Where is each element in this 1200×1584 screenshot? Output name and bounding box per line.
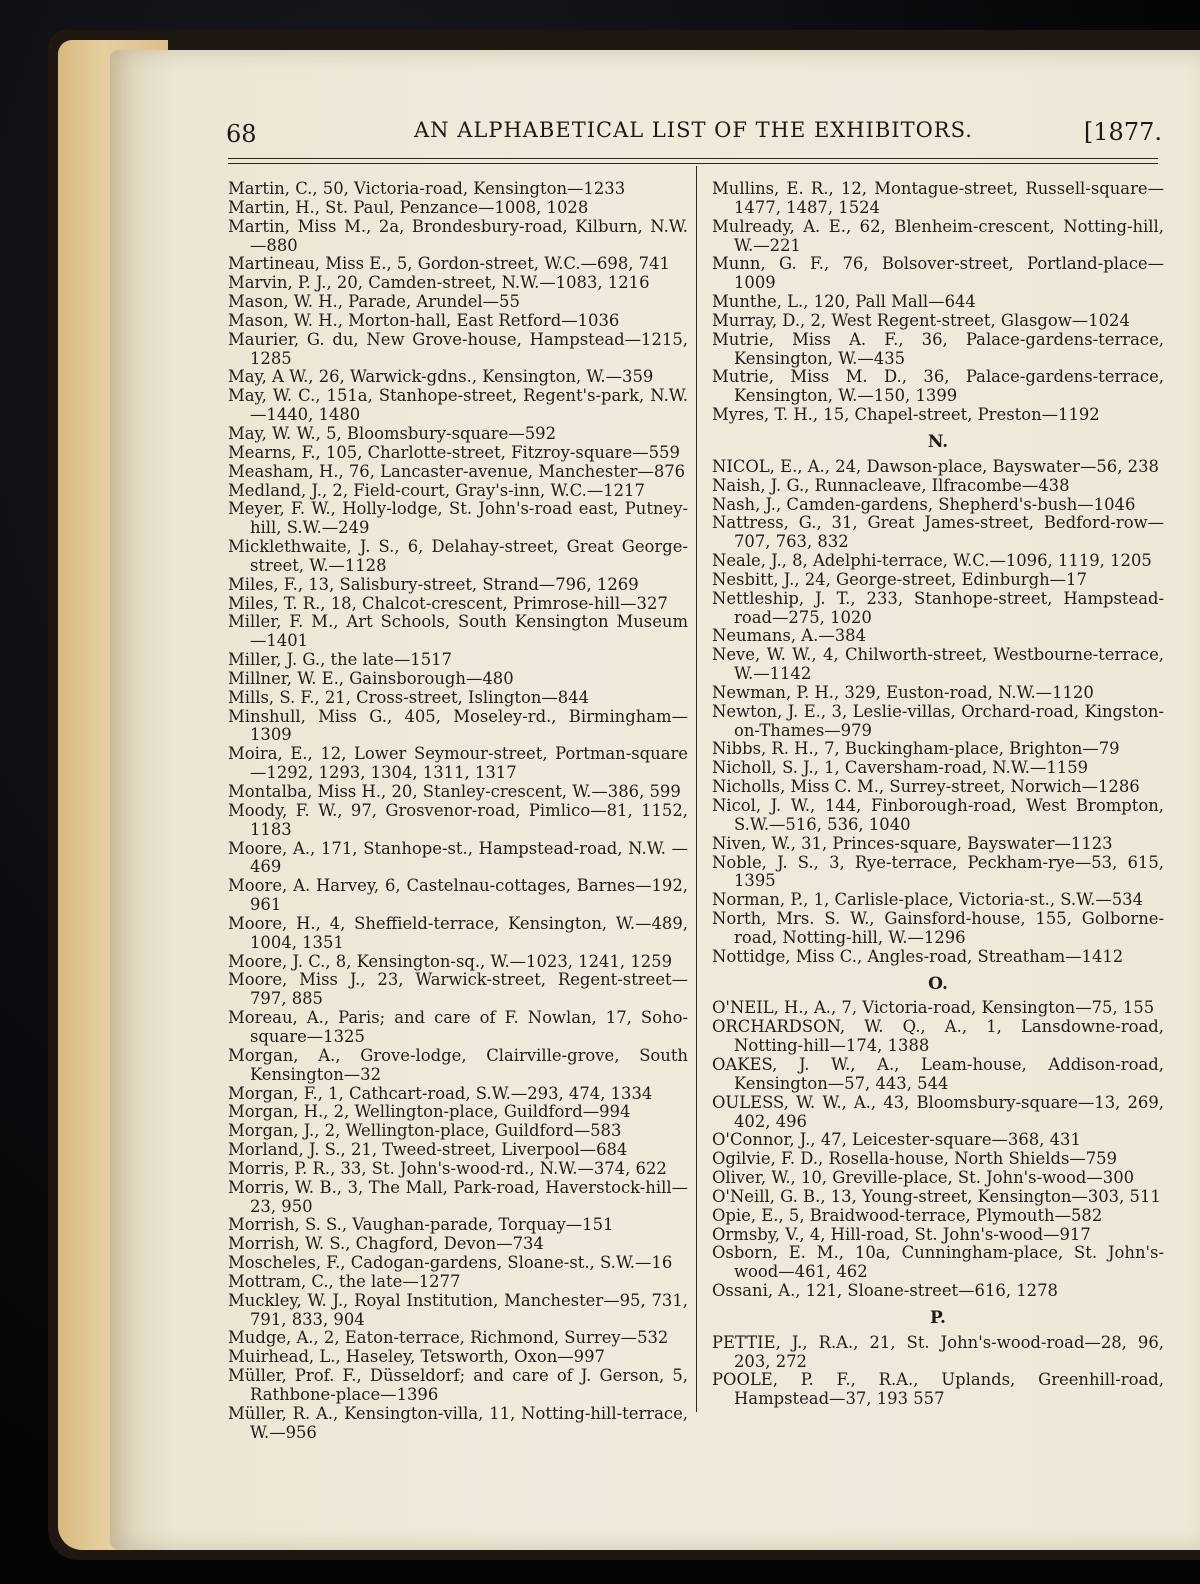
page-number: 68 <box>226 120 257 148</box>
list-item: Nicholl, S. J., 1, Caversham-road, N.W.—1159 <box>712 758 1089 778</box>
column-divider <box>696 166 697 1412</box>
list-item: Moore, A. Harvey, 6, Castelnau-cottages, Barnes—192, 961 <box>228 876 688 915</box>
list-item: Murray, D., 2, West Regent-street, Glasgow—1024 <box>712 310 1130 330</box>
list-item: POOLE, P. F., R.A., Uplands, Greenhill-road, Hampstead—37, 193 557 <box>712 1370 1164 1409</box>
section-heading-p: P. <box>930 1307 946 1328</box>
list-item: Niven, W., 31, Princes-square, Bayswater—1123 <box>712 833 1113 853</box>
page-year: [1877. <box>1083 118 1162 146</box>
list-item: Morris, W. B., 3, The Mall, Park-road, Haverstock-hill—23, 950 <box>228 1177 688 1216</box>
list-item: Moreau, A., Paris; and care of F. Nowlan, 17, Soho-square—1325 <box>228 1008 688 1046</box>
list-item: Medland, J., 2, Field-court, Gray's-inn, W.C.—1217 <box>228 480 645 500</box>
list-item: Moore, A., 171, Stanhope-st., Hampstead-road, N.W. —469 <box>228 838 688 877</box>
list-item: Micklethwaite, J. S., 6, Delahay-street, Great George-street, W.—1128 <box>228 537 688 575</box>
list-item: ORCHARDSON, W. Q., A., 1, Lansdowne-road, Notting-hill—174, 1388 <box>712 1017 1164 1056</box>
list-item: Morrish, W. S., Chagford, Devon—734 <box>228 1234 544 1254</box>
list-item: O'Connor, J., 47, Leicester-square—368, 431 <box>712 1130 1081 1150</box>
list-item: Morgan, H., 2, Wellington-place, Guildford—994 <box>228 1102 631 1122</box>
list-item: Mutrie, Miss A. F., 36, Palace-gardens-terrace, Kensington, W.—435 <box>712 329 1164 368</box>
list-item: Myres, T. H., 15, Chapel-street, Preston—1192 <box>712 405 1100 425</box>
list-item: Martin, H., St. Paul, Penzance—1008, 1028 <box>228 197 589 217</box>
header-double-rule <box>228 158 1158 164</box>
list-item: Newman, P. H., 329, Euston-road, N.W.—1120 <box>712 682 1094 702</box>
list-item: Nottidge, Miss C., Angles-road, Streatham—1412 <box>712 946 1124 966</box>
list-item: Nesbitt, J., 24, George-street, Edinburgh—17 <box>712 569 1087 589</box>
list-item: Moore, H., 4, Sheffield-terrace, Kensington, W.—489, 1004, 1351 <box>228 913 688 952</box>
list-item: Ogilvie, F. D., Rosella-house, North Shields—759 <box>712 1149 1118 1169</box>
list-item: O'Neill, G. B., 13, Young-street, Kensington—303, 511 <box>712 1186 1161 1206</box>
list-item: Naish, J. G., Runnacleave, Ilfracombe—438 <box>712 475 1070 495</box>
list-item: Oliver, W., 10, Greville-place, St. John's-wood—300 <box>712 1168 1135 1188</box>
list-item: PETTIE, J., R.A., 21, St. John's-wood-road—28, 96, 203, 272 <box>712 1332 1164 1371</box>
list-item: Martin, Miss M., 2a, Brondesbury-road, Kilburn, N.W. —880 <box>228 216 688 255</box>
page-header <box>226 112 1162 156</box>
list-item: Mearns, F., 105, Charlotte-street, Fitzroy-square—559 <box>228 442 680 462</box>
list-item: Munthe, L., 120, Pall Mall—644 <box>712 292 976 312</box>
list-item: Moody, F. W., 97, Grosvenor-road, Pimlico—81, 1152, 1183 <box>228 800 688 839</box>
list-item: Ossani, A., 121, Sloane-street—616, 1278 <box>712 1281 1058 1301</box>
list-item: Morrish, S. S., Vaughan-parade, Torquay—151 <box>228 1215 614 1235</box>
list-item: Morland, J. S., 21, Tweed-street, Liverpool—684 <box>228 1140 628 1160</box>
list-item: Miller, F. M., Art Schools, South Kensington Museum —1401 <box>228 612 688 651</box>
list-item: Nattress, G., 31, Great James-street, Bedford-row—707, 763, 832 <box>712 513 1164 552</box>
list-item: Moore, Miss J., 23, Warwick-street, Regent-street—797, 885 <box>228 970 688 1009</box>
list-item: Müller, R. A., Kensington-villa, 11, Notting-hill-terrace, W.—956 <box>228 1403 688 1442</box>
list-item: Meyer, F. W., Holly-lodge, St. John's-road east, Putney-hill, S.W.—249 <box>228 499 688 538</box>
list-item: Morgan, F., 1, Cathcart-road, S.W.—293, 474, 1334 <box>228 1083 653 1103</box>
list-item: Miles, T. R., 18, Chalcot-crescent, Primrose-hill—327 <box>228 593 668 613</box>
list-item: Mason, W. H., Morton-hall, East Retford—1036 <box>228 310 620 330</box>
list-item: Mills, S. F., 21, Cross-street, Islington—844 <box>228 687 590 707</box>
list-item: Nicol, J. W., 144, Finborough-road, West Brompton, S.W.—516, 536, 1040 <box>712 796 1164 834</box>
list-item: Marvin, P. J., 20, Camden-street, N.W.—1083, 1216 <box>228 273 650 293</box>
list-item: Neumans, A.—384 <box>712 626 867 646</box>
list-item: OULESS, W. W., A., 43, Bloomsbury-square—13, 269, 402, 496 <box>712 1092 1164 1131</box>
list-item: Miles, F., 13, Salisbury-street, Strand—796, 1269 <box>228 574 639 594</box>
list-item: Neve, W. W., 4, Chilworth-street, Westbourne-terrace, W.—1142 <box>712 645 1164 684</box>
list-item: Millner, W. E., Gainsborough—480 <box>228 668 514 688</box>
list-item: O'NEIL, H., A., 7, Victoria-road, Kensington—75, 155 <box>712 998 1155 1018</box>
list-item: Mutrie, Miss M. D., 36, Palace-gardens-terrace, Kensington, W.—150, 1399 <box>712 367 1164 406</box>
list-item: Opie, E., 5, Braidwood-terrace, Plymouth—582 <box>712 1205 1103 1225</box>
list-item: Norman, P., 1, Carlisle-place, Victoria-st., S.W.—534 <box>712 890 1144 910</box>
section-heading-o: O. <box>928 973 948 994</box>
list-item: Martineau, Miss E., 5, Gordon-street, W.C.—698, 741 <box>228 254 670 274</box>
right-column <box>712 180 1164 1409</box>
list-item: May, A W., 26, Warwick-gdns., Kensington, W.—359 <box>228 367 654 387</box>
list-item: Moira, E., 12, Lower Seymour-street, Portman-square—1292, 1293, 1304, 1311, 1317 <box>228 744 688 783</box>
list-item: Nibbs, R. H., 7, Buckingham-place, Brighton—79 <box>712 739 1120 759</box>
list-item: Osborn, E. M., 10a, Cunningham-place, St. John's-wood—461, 462 <box>712 1243 1164 1282</box>
list-item: Morris, P. R., 33, St. John's-wood-rd., N.W.—374, 622 <box>228 1158 667 1178</box>
list-item: Muckley, W. J., Royal Institution, Manchester—95, 731, 791, 833, 904 <box>228 1290 688 1329</box>
list-item: Montalba, Miss H., 20, Stanley-crescent, W.—386, 599 <box>228 782 681 801</box>
list-item: Morgan, J., 2, Wellington-place, Guildford—583 <box>228 1121 622 1141</box>
list-item: Morgan, A., Grove-lodge, Clairville-grove, South Kensington—32 <box>228 1045 688 1084</box>
list-item: Muirhead, L., Haseley, Tetsworth, Oxon—997 <box>228 1347 605 1367</box>
list-item: NICOL, E., A., 24, Dawson-place, Bayswater—56, 238 <box>712 456 1159 476</box>
list-item: Noble, J. S., 3, Rye-terrace, Peckham-rye—53, 615, 1395 <box>712 852 1164 891</box>
list-item: Mudge, A., 2, Eaton-terrace, Richmond, Surrey—532 <box>228 1328 669 1348</box>
list-item: Moore, J. C., 8, Kensington-sq., W.—1023, 1241, 1259 <box>228 951 673 971</box>
list-item: Mason, W. H., Parade, Arundel—55 <box>228 292 520 312</box>
list-item: Neale, J., 8, Adelphi-terrace, W.C.—1096, 1119, 1205 <box>712 551 1152 571</box>
section-heading-n: N. <box>927 431 949 452</box>
list-item: Ormsby, V., 4, Hill-road, St. John's-wood—917 <box>712 1224 1091 1244</box>
list-item: Nash, J., Camden-gardens, Shepherd's-bush—1046 <box>712 494 1136 514</box>
list-item: Mulready, A. E., 62, Blenheim-crescent, Notting-hill, W.—221 <box>712 216 1164 255</box>
list-item: Minshull, Miss G., 405, Moseley-rd., Birmingham—1309 <box>228 706 688 745</box>
list-item: Moscheles, F., Cadogan-gardens, Sloane-st., S.W.—16 <box>228 1253 673 1273</box>
page-title: AN ALPHABETICAL LIST OF THE EXHIBITORS. <box>414 118 973 142</box>
list-item: Martin, C., 50, Victoria-road, Kensington—1233 <box>228 179 626 198</box>
left-column <box>228 180 688 1443</box>
list-item: Munn, G. F., 76, Bolsover-street, Portland-place—1009 <box>712 254 1164 293</box>
list-item: Mottram, C., the late—1277 <box>228 1271 461 1291</box>
list-item: Müller, Prof. F., Düsseldorf; and care of J. Gerson, 5, Rathbone-place—1396 <box>228 1366 688 1404</box>
list-item: Nettleship, J. T., 233, Stanhope-street, Hampstead-road—275, 1020 <box>712 588 1164 627</box>
list-item: Miller, J. G., the late—1517 <box>228 650 452 670</box>
list-item: May, W. C., 151a, Stanhope-street, Regent's-park, N.W.—1440, 1480 <box>228 386 688 425</box>
list-item: Mullins, E. R., 12, Montague-street, Russell-square—1477, 1487, 1524 <box>712 179 1164 217</box>
list-item: Nicholls, Miss C. M., Surrey-street, Norwich—1286 <box>712 777 1140 797</box>
list-item: Maurier, G. du, New Grove-house, Hampstead—1215, 1285 <box>228 329 688 368</box>
list-item: Measham, H., 76, Lancaster-avenue, Manchester—876 <box>228 461 686 481</box>
list-item: OAKES, J. W., A., Leam-house, Addison-road, Kensington—57, 443, 544 <box>712 1054 1164 1093</box>
list-item: North, Mrs. S. W., Gainsford-house, 155, Golborne-road, Notting-hill, W.—1296 <box>712 909 1164 947</box>
list-item: May, W. W., 5, Bloomsbury-square—592 <box>228 423 557 443</box>
list-item: Newton, J. E., 3, Leslie-villas, Orchard-road, Kingston-on-Thames—979 <box>712 701 1164 740</box>
